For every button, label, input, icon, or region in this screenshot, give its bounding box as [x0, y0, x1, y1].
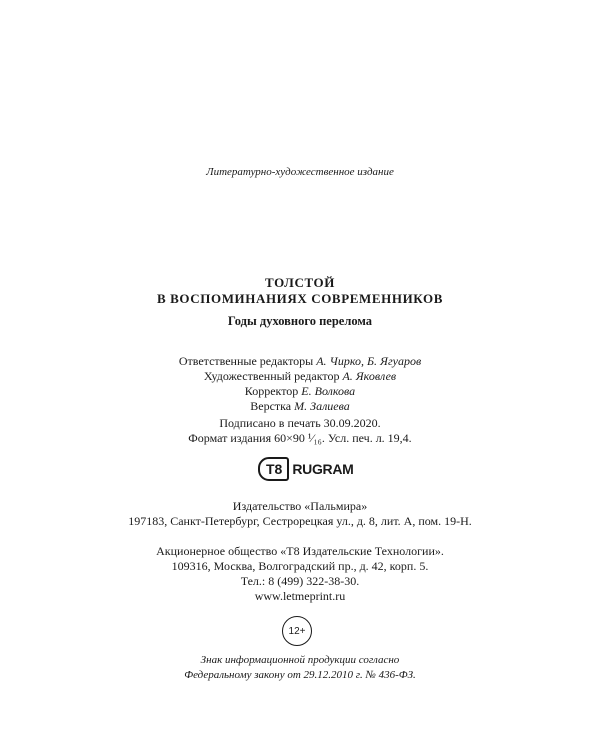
- genre-label: Литературно-художественное издание: [206, 166, 394, 178]
- print-signed-date: Подписано в печать 30.09.2020.: [219, 416, 381, 430]
- logo-mark: T8: [258, 457, 289, 481]
- publisher-block: [0, 499, 600, 529]
- credit-role: Корректор: [244, 384, 299, 398]
- title-line-1: ТОЛСТОЙ: [265, 275, 335, 290]
- credit-row: [0, 369, 600, 384]
- book-title: [0, 275, 600, 307]
- credit-names: А. Чирко, Б. Ягуаров: [316, 354, 422, 368]
- credit-role: Художественный редактор: [203, 369, 340, 383]
- credit-role: Верстка: [250, 399, 292, 413]
- title-line-2: В ВОСПОМИНАНИЯХ СОВРЕМЕННИКОВ: [157, 291, 443, 306]
- book-subtitle: Годы духовного перелома: [227, 314, 373, 328]
- credits-block: [0, 354, 600, 414]
- printer-block: [0, 544, 600, 604]
- credit-row: [0, 384, 600, 399]
- publisher-address: 197183, Санкт-Петербург, Сестрорецкая ул., д. 8, лит. А, пом. 19-Н.: [128, 514, 472, 528]
- credit-row: [0, 354, 600, 369]
- age-rating-badge: 12+: [282, 616, 312, 646]
- print-format: Формат издания 60×90 ¹⁄₁₆. Усл. печ. л. 19,4.: [188, 431, 412, 445]
- credit-row: [0, 399, 600, 414]
- publisher-name: Издательство «Пальмира»: [232, 499, 368, 513]
- printer-phone: Тел.: 8 (499) 322-38-30.: [240, 574, 360, 588]
- notice-line-1: Знак информационной продукции согласно: [200, 654, 400, 666]
- credit-names: А. Яковлев: [342, 369, 397, 383]
- printer-address: 109316, Москва, Волгоградский пр., д. 42, корп. 5.: [171, 559, 429, 573]
- info-product-notice: [0, 653, 600, 683]
- printer-name: Акционерное общество «Т8 Издательские Технологии».: [156, 544, 444, 558]
- print-info: [0, 416, 600, 446]
- notice-line-2: Федеральному закону от 29.12.2010 г. № 436-ФЗ.: [184, 669, 416, 681]
- credit-role: Ответственные редакторы: [178, 354, 314, 368]
- printer-website: www.letmeprint.ru: [254, 589, 346, 603]
- credit-names: Е. Волкова: [301, 384, 356, 398]
- logo-word: RUGRAM: [292, 461, 354, 477]
- credit-names: М. Залиева: [294, 399, 350, 413]
- t8-rugram-logo: [258, 458, 354, 480]
